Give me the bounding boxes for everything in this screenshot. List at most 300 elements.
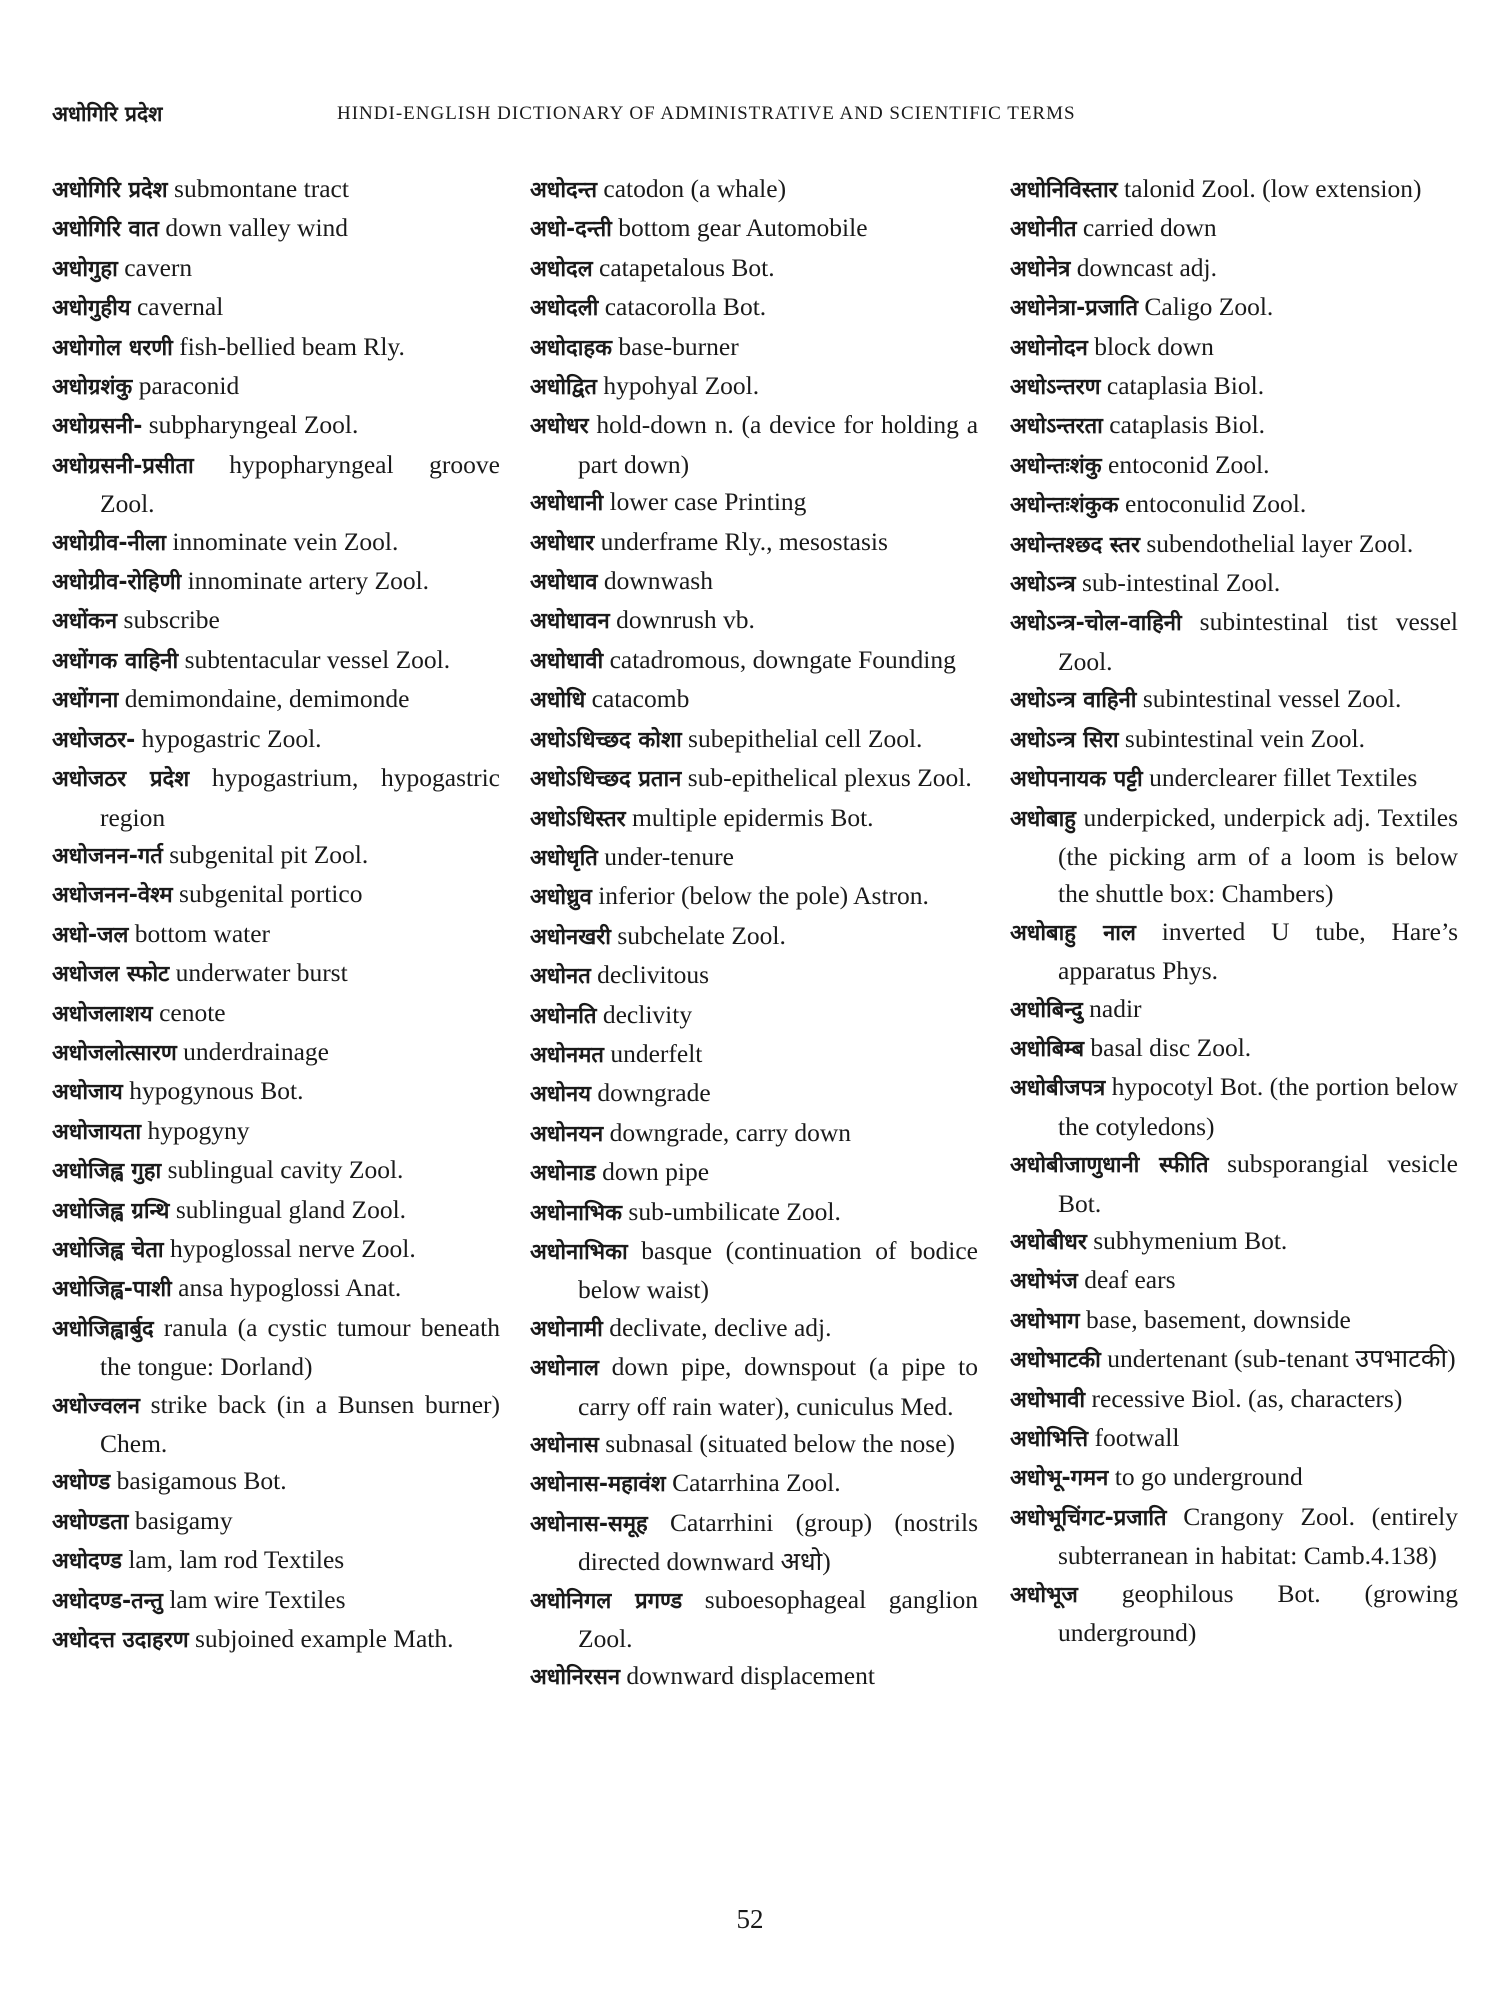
entry-definition: geophilous Bot. (growing underground): [1058, 1578, 1458, 1648]
entry-definition: hypocotyl Bot. (the portion below the cotyledons): [1058, 1072, 1458, 1141]
dictionary-entry: [1010, 249, 1458, 288]
entry-definition: ansa hypoglossi Anat.: [178, 1273, 402, 1303]
entry-definition: bottom water: [134, 918, 271, 948]
entry-headword: अधोनति: [530, 1003, 597, 1029]
dictionary-entry: [530, 680, 978, 719]
dictionary-entry: [52, 562, 500, 601]
dictionary-entry: [1010, 209, 1458, 248]
entry-definition: subgenital pit Zool.: [169, 839, 369, 869]
dictionary-entry: [1010, 759, 1458, 798]
dictionary-entry: [1010, 564, 1458, 603]
dictionary-entry: [1010, 367, 1458, 406]
dictionary-entry: [530, 720, 978, 759]
page-number: 52: [736, 1904, 764, 1934]
dictionary-entry: [530, 1464, 978, 1503]
entry-definition: declivity: [602, 999, 693, 1029]
entry-headword: अधोऽन्त्र सिरा: [1010, 727, 1119, 753]
entry-definition: fish-bellied beam Rly.: [179, 331, 405, 361]
dictionary-entry: [1010, 1301, 1458, 1340]
dictionary-entry: [1010, 406, 1458, 445]
entry-definition: cataplasia Biol.: [1106, 371, 1265, 401]
dictionary-entry: [1010, 1145, 1458, 1222]
dictionary-entry: [52, 954, 500, 993]
entry-definition: Caligo Zool.: [1144, 292, 1274, 322]
entry-headword: अधोऽन्तरता: [1010, 414, 1103, 440]
dictionary-entry: [530, 1657, 978, 1696]
entry-definition: underfelt: [610, 1038, 703, 1068]
entry-headword: अधोबीजपत्र: [1010, 1076, 1106, 1102]
entry-definition: cataplasis Biol.: [1109, 410, 1266, 440]
entry-headword: अधोभाग: [1010, 1308, 1080, 1334]
dictionary-entry: [52, 1269, 500, 1308]
entry-headword: अधोभू-गमन: [1010, 1466, 1109, 1492]
entry-headword: अधोऽन्त्र वाहिनी: [1010, 688, 1137, 714]
entry-definition: block down: [1094, 331, 1214, 361]
entry-headword: अधोबीधर: [1010, 1229, 1087, 1255]
dictionary-entry: [1010, 1029, 1458, 1068]
dictionary-entry: [52, 1072, 500, 1111]
entry-headword: अधोग्रीव-रोहिणी: [52, 570, 182, 596]
entry-headword: अधोनाल: [530, 1356, 599, 1382]
dictionary-entry: [52, 367, 500, 406]
entry-definition: subhymenium Bot.: [1093, 1225, 1288, 1255]
entry-definition: sub-epithelical plexus Zool.: [687, 763, 972, 793]
entry-headword: अधोनिगल प्रगण्ड: [530, 1588, 683, 1614]
dictionary-entry: [52, 1151, 500, 1190]
entry-headword: अधोजिह्व ग्रन्थि: [52, 1198, 170, 1224]
dictionary-entry: [530, 209, 978, 248]
header-title: HINDI-ENGLISH DICTIONARY OF ADMINISTRATIVE AND SCIENTIFIC TERMS: [337, 103, 1076, 124]
entry-headword: अधोधानी: [530, 491, 604, 517]
dictionary-entry: [52, 1620, 500, 1659]
dictionary-entry: [530, 1309, 978, 1348]
entry-headword: अधोभावी: [1010, 1387, 1086, 1413]
entry-definition: basque (continuation of bodice below waist): [578, 1235, 978, 1305]
entry-headword: अधोधार: [530, 530, 595, 556]
entry-headword: अधोजाय: [52, 1080, 123, 1106]
entry-definition: hypoglossal nerve Zool.: [170, 1233, 416, 1263]
dictionary-entry: [52, 601, 500, 640]
entry-headword: अधोज्वलन: [52, 1393, 140, 1419]
entry-headword: अधोन्तःशंकुक: [1010, 493, 1119, 519]
entry-headword: अधोबिम्ब: [1010, 1036, 1085, 1062]
entry-headword: अधोजिह्व चेता: [52, 1237, 164, 1263]
dictionary-entry: [52, 249, 500, 288]
entry-definition: subintestinal vessel Zool.: [1142, 684, 1402, 714]
entry-definition: hypopharyngeal groove Zool.: [100, 449, 500, 519]
entry-definition: catapetalous Bot.: [599, 252, 775, 282]
entry-headword: अधोनीत: [1010, 217, 1077, 243]
entry-definition: undertenant (sub-tenant उपभाटकी): [1107, 1344, 1456, 1374]
dictionary-entry: [530, 996, 978, 1035]
dictionary-entry: [530, 1035, 978, 1074]
entry-definition: Crangony Zool. (entirely subterranean in habitat: Camb.4.138): [1058, 1501, 1458, 1571]
dictionary-entry: [1010, 680, 1458, 719]
entry-definition: declivate, declive adj.: [609, 1312, 832, 1342]
header-headword: अधोगिरि प्रदेश: [52, 101, 163, 126]
dictionary-entry: [530, 328, 978, 367]
column-3: [1010, 170, 1458, 1890]
entry-definition: sublingual gland Zool.: [175, 1194, 407, 1224]
dictionary-entry: [1010, 525, 1458, 564]
dictionary-entry: [52, 994, 500, 1033]
entry-definition: subintestinal tist vessel Zool.: [1058, 607, 1458, 676]
entry-definition: cavernal: [136, 292, 224, 322]
entry-headword: अधोऽधिच्छद प्रतान: [530, 767, 682, 793]
entry-definition: underdrainage: [183, 1036, 329, 1066]
entry-headword: अधोजठर प्रदेश: [52, 767, 190, 793]
entry-definition: underclearer fillet Textiles: [1149, 763, 1418, 793]
entry-definition: innominate artery Zool.: [187, 566, 430, 596]
entry-headword: अधोभाटकी: [1010, 1348, 1101, 1374]
dictionary-entry: [52, 523, 500, 562]
dictionary-columns: [52, 170, 1462, 1890]
entry-definition: underframe Rly., mesostasis: [600, 526, 888, 556]
entry-definition: underwater burst: [175, 958, 348, 988]
entry-definition: subpharyngeal Zool.: [148, 410, 359, 440]
entry-headword: अधोबीजाणुधानी स्फीति: [1010, 1153, 1209, 1179]
entry-headword: अधोभूचिंगट-प्रजाति: [1010, 1505, 1167, 1531]
entry-headword: अधोनास-महावंश: [530, 1472, 666, 1498]
entry-definition: carried down: [1082, 213, 1217, 243]
dictionary-entry: [530, 877, 978, 916]
entry-definition: lam wire Textiles: [169, 1584, 346, 1614]
entry-headword: अधोध्रुव: [530, 885, 592, 911]
entry-headword: अधोनास-समूह: [530, 1511, 648, 1537]
entry-headword: अधोदली: [530, 296, 599, 322]
entry-headword: अधोजलोत्सारण: [52, 1040, 177, 1066]
dictionary-entry: [1010, 1458, 1458, 1497]
dictionary-entry: [1010, 485, 1458, 524]
dictionary-entry: [52, 446, 500, 523]
entry-headword: अधोनेत्रा-प्रजाति: [1010, 296, 1138, 322]
entry-headword: अधोग्रसनी-प्रसीता: [52, 453, 194, 479]
dictionary-entry: [1010, 1261, 1458, 1300]
entry-definition: subtentacular vessel Zool.: [184, 644, 451, 674]
entry-definition: strike back (in a Bunsen burner) Chem.: [100, 1389, 500, 1458]
entry-definition: cenote: [159, 997, 226, 1027]
entry-definition: bottom gear Automobile: [618, 213, 868, 243]
entry-headword: अधोगिरि वात: [52, 217, 159, 243]
dictionary-entry: [530, 562, 978, 601]
dictionary-entry: [52, 1581, 500, 1620]
dictionary-entry: [1010, 720, 1458, 759]
entry-definition: talonid Zool. (low extension): [1124, 174, 1422, 203]
dictionary-entry: [530, 1232, 978, 1309]
dictionary-entry: [52, 288, 500, 327]
entry-definition: sub-intestinal Zool.: [1081, 568, 1281, 598]
entry-headword: अधोदल: [530, 256, 593, 282]
entry-definition: submontane tract: [174, 174, 349, 203]
entry-headword: अधोदाहक: [530, 335, 612, 361]
entry-headword: अधोभंज: [1010, 1269, 1078, 1295]
dictionary-entry: [52, 720, 500, 759]
entry-definition: subscribe: [123, 605, 220, 635]
dictionary-entry: [530, 799, 978, 838]
dictionary-entry: [1010, 913, 1458, 990]
entry-headword: अधोबाहु नाल: [1010, 920, 1136, 946]
dictionary-entry: [1010, 1222, 1458, 1261]
entry-headword: अधोधाव: [530, 570, 598, 596]
dictionary-entry: [1010, 1419, 1458, 1458]
entry-headword: अधोनत: [530, 964, 591, 990]
entry-definition: downward displacement: [626, 1661, 875, 1691]
entry-definition: to go underground: [1114, 1462, 1303, 1492]
entry-headword: अधोधर: [530, 414, 589, 440]
entry-headword: अधोनमत: [530, 1042, 604, 1068]
dictionary-entry: [52, 759, 500, 836]
dictionary-entry: [530, 641, 978, 680]
entry-headword: अधो-जल: [52, 922, 129, 948]
entry-definition: Catarrhini (group) (nostrils directed downward अधो): [578, 1507, 978, 1577]
entry-headword: अधोगोल धरणी: [52, 335, 173, 361]
entry-headword: अधोबिन्दु: [1010, 997, 1083, 1023]
entry-headword: अधोण्डता: [52, 1509, 129, 1535]
entry-definition: demimondaine, demimonde: [124, 684, 410, 714]
entry-headword: अधोनामी: [530, 1316, 603, 1342]
column-2: [530, 170, 978, 1890]
entry-definition: downgrade, carry down: [609, 1117, 852, 1147]
dictionary-entry: [1010, 1340, 1458, 1379]
dictionary-entry: [1010, 990, 1458, 1029]
entry-definition: inferior (below the pole) Astron.: [598, 881, 929, 911]
dictionary-entry: [52, 1502, 500, 1541]
dictionary-entry: [530, 1348, 978, 1425]
entry-definition: innominate vein Zool.: [172, 526, 399, 556]
entry-headword: अधोजल स्फोट: [52, 962, 170, 988]
entry-definition: downgrade: [597, 1078, 711, 1108]
dictionary-entry: [530, 288, 978, 327]
dictionary-entry: [52, 1462, 500, 1501]
entry-headword: अधो-दन्ती: [530, 217, 612, 243]
entry-definition: downrush vb.: [616, 605, 755, 635]
dictionary-entry: [1010, 1068, 1458, 1145]
entry-headword: अधोनिविस्तार: [1010, 178, 1118, 203]
entry-headword: अधोनय: [530, 1082, 592, 1108]
entry-headword: अधोजनन-वेश्म: [52, 883, 173, 909]
entry-headword: अधोदण्ड: [52, 1549, 122, 1575]
dictionary-entry: [530, 483, 978, 522]
entry-definition: basigamous Bot.: [116, 1466, 287, 1496]
entry-headword: अधोजायता: [52, 1119, 142, 1145]
entry-headword: अधोजिह्व-पाशी: [52, 1277, 172, 1303]
dictionary-entry: [1010, 1380, 1458, 1419]
column-1: [52, 170, 500, 1890]
entry-definition: subepithelial cell Zool.: [688, 723, 923, 753]
entry-definition: lam, lam rod Textiles: [128, 1545, 345, 1575]
entry-definition: recessive Biol. (as, characters): [1091, 1383, 1403, 1413]
entry-definition: under-tenure: [604, 841, 734, 871]
dictionary-entry: [530, 1581, 978, 1658]
dictionary-entry: [530, 1074, 978, 1113]
entry-headword: अधोंगना: [52, 688, 119, 714]
entry-definition: basal disc Zool.: [1090, 1032, 1252, 1062]
entry-headword: अधोनखरी: [530, 924, 611, 950]
dictionary-entry: [530, 1114, 978, 1153]
entry-headword: अधोबाहु: [1010, 806, 1076, 832]
entry-definition: ranula (a cystic tumour beneath the tongue: Dorland): [100, 1312, 500, 1382]
entry-headword: अधोपनायक पट्टी: [1010, 767, 1143, 793]
entry-definition: catacomb: [591, 684, 690, 714]
entry-definition: subgenital portico: [179, 879, 363, 909]
dictionary-entry: [52, 641, 500, 680]
entry-headword: अधोगुहीय: [52, 296, 131, 322]
dictionary-entry: [52, 406, 500, 445]
entry-headword: अधोजिह्वार्बुद: [52, 1316, 154, 1342]
dictionary-entry: [52, 1541, 500, 1580]
entry-definition: base-burner: [618, 331, 739, 361]
dictionary-entry: [52, 209, 500, 248]
entry-headword: अधोऽधिस्तर: [530, 806, 626, 832]
dictionary-entry: [1010, 328, 1458, 367]
dictionary-entry: [52, 1033, 500, 1072]
dictionary-entry: [52, 1309, 500, 1386]
entry-definition: catodon (a whale): [603, 174, 787, 203]
dictionary-entry: [530, 601, 978, 640]
entry-definition: declivitous: [597, 960, 710, 990]
entry-definition: suboesophageal ganglion Zool.: [578, 1584, 978, 1654]
entry-headword: अधोधृति: [530, 845, 598, 871]
entry-definition: subendothelial layer Zool.: [1146, 528, 1414, 558]
dictionary-entry: [52, 680, 500, 719]
entry-headword: अधोदन्त: [530, 178, 598, 203]
dictionary-entry: [530, 956, 978, 995]
entry-headword: अधोधावी: [530, 648, 604, 674]
entry-definition: entoconid Zool.: [1108, 449, 1270, 479]
entry-headword: अधोग्रशंकु: [52, 375, 133, 401]
entry-headword: अधोंकन: [52, 609, 118, 635]
dictionary-entry: [52, 328, 500, 367]
entry-headword: अधोदत्त उदाहरण: [52, 1628, 189, 1654]
dictionary-entry: [52, 915, 500, 954]
entry-definition: catacorolla Bot.: [604, 292, 767, 322]
entry-definition: cavern: [124, 252, 193, 282]
entry-definition: downwash: [603, 566, 713, 596]
entry-headword: अधोण्ड: [52, 1470, 111, 1496]
entry-definition: sublingual cavity Zool.: [167, 1155, 404, 1185]
entry-definition: hold-down n. (a device for holding a part down): [578, 410, 978, 479]
entry-headword: अधोन्तःशंकु: [1010, 453, 1102, 479]
entry-definition: sub-umbilicate Zool.: [628, 1196, 841, 1226]
entry-headword: अधोऽन्तरण: [1010, 375, 1101, 401]
entry-definition: entoconulid Zool.: [1124, 489, 1307, 519]
entry-headword: अधोन्तश्छद स्तर: [1010, 532, 1140, 558]
entry-definition: underpicked, underpick adj. Textiles (the picking arm of a loom is below the shuttle box: Chambers): [1058, 802, 1458, 909]
entry-headword: अधोजनन-गर्त: [52, 843, 163, 869]
entry-definition: hypogastrium, hypogastric region: [100, 763, 500, 832]
entry-definition: inverted U tube, Hare’s apparatus Phys.: [1058, 916, 1458, 986]
entry-headword: अधोनिरसन: [530, 1665, 621, 1691]
entry-definition: subintestinal vein Zool.: [1124, 723, 1366, 753]
entry-definition: subjoined example Math.: [194, 1624, 454, 1654]
entry-definition: hypogynous Bot.: [129, 1076, 304, 1106]
dictionary-entry: [52, 1112, 500, 1151]
entry-headword: अधोभित्ति: [1010, 1427, 1089, 1452]
dictionary-entry: [52, 1386, 500, 1463]
entry-definition: base, basement, downside: [1085, 1304, 1351, 1334]
entry-definition: subnasal (situated below the nose): [605, 1429, 956, 1458]
entry-definition: paraconid: [138, 371, 240, 401]
entry-definition: hypogastric Zool.: [141, 723, 322, 753]
entry-headword: अधोनोदन: [1010, 335, 1088, 361]
dictionary-entry: [530, 1153, 978, 1192]
dictionary-entry: [530, 1504, 978, 1581]
entry-definition: down valley wind: [165, 213, 349, 243]
entry-headword: अधोनाभिक: [530, 1200, 623, 1226]
entry-definition: down pipe, downspout (a pipe to carry off rain water), cuniculus Med.: [578, 1352, 978, 1421]
entry-headword: अधोभूज: [1010, 1582, 1078, 1608]
entry-definition: deaf ears: [1084, 1265, 1176, 1295]
entry-headword: अधोदण्ड-तन्तु: [52, 1588, 163, 1614]
entry-headword: अधोंगक वाहिनी: [52, 648, 179, 674]
dictionary-entry: [52, 1230, 500, 1269]
entry-headword: अधोनाभिका: [530, 1239, 628, 1265]
running-head: [52, 100, 1452, 134]
entry-definition: nadir: [1089, 993, 1142, 1023]
dictionary-entry: [530, 170, 978, 209]
entry-definition: Catarrhina Zool.: [672, 1468, 841, 1498]
entry-headword: अधोऽन्त्र-चोल-वाहिनी: [1010, 611, 1182, 637]
dictionary-entry: [1010, 603, 1458, 680]
entry-headword: अधोऽन्त्र: [1010, 572, 1076, 598]
entry-headword: अधोऽधिच्छद कोशा: [530, 727, 682, 753]
dictionary-entry: [530, 917, 978, 956]
dictionary-entry: [530, 406, 978, 483]
entry-definition: footwall: [1094, 1423, 1180, 1452]
dictionary-entry: [530, 367, 978, 406]
entry-headword: अधोनेत्र: [1010, 256, 1071, 282]
dictionary-entry: [52, 875, 500, 914]
dictionary-entry: [1010, 446, 1458, 485]
entry-headword: अधोजिह्व गुहा: [52, 1159, 162, 1185]
dictionary-entry: [1010, 1575, 1458, 1652]
dictionary-entry: [530, 1193, 978, 1232]
dictionary-entry: [52, 836, 500, 875]
entry-definition: hypohyal Zool.: [603, 371, 760, 401]
entry-definition: basigamy: [134, 1505, 233, 1535]
entry-definition: multiple epidermis Bot.: [632, 802, 874, 832]
dictionary-entry: [530, 838, 978, 877]
dictionary-entry: [1010, 170, 1458, 209]
entry-headword: अधोजठर-: [52, 727, 136, 753]
entry-headword: अधोग्रीव-नीला: [52, 530, 167, 556]
dictionary-entry: [530, 759, 978, 798]
entry-definition: subchelate Zool.: [617, 920, 786, 950]
entry-headword: अधोद्वित: [530, 375, 597, 401]
entry-definition: downcast adj.: [1076, 252, 1217, 282]
entry-headword: अधोग्रसनी-: [52, 414, 143, 440]
entry-headword: अधोगुहा: [52, 256, 118, 282]
entry-headword: अधोधि: [530, 688, 586, 714]
entry-headword: अधोनाड: [530, 1161, 596, 1187]
dictionary-entry: [530, 249, 978, 288]
dictionary-entry: [1010, 288, 1458, 327]
dictionary-entry: [530, 1425, 978, 1464]
dictionary-entry: [52, 170, 500, 209]
dictionary-entry: [1010, 799, 1458, 913]
dictionary-entry: [52, 1191, 500, 1230]
entry-definition: hypogyny: [147, 1115, 250, 1145]
entry-headword: अधोजलाशय: [52, 1001, 153, 1027]
entry-definition: down pipe: [602, 1157, 710, 1187]
entry-headword: अधोनास: [530, 1433, 599, 1458]
entry-definition: catadromous, downgate Founding: [609, 644, 956, 674]
entry-headword: अधोनयन: [530, 1121, 604, 1147]
entry-headword: अधोगिरि प्रदेश: [52, 178, 168, 203]
entry-definition: lower case Printing: [609, 487, 807, 517]
entry-headword: अधोधावन: [530, 609, 610, 635]
dictionary-entry: [530, 523, 978, 562]
